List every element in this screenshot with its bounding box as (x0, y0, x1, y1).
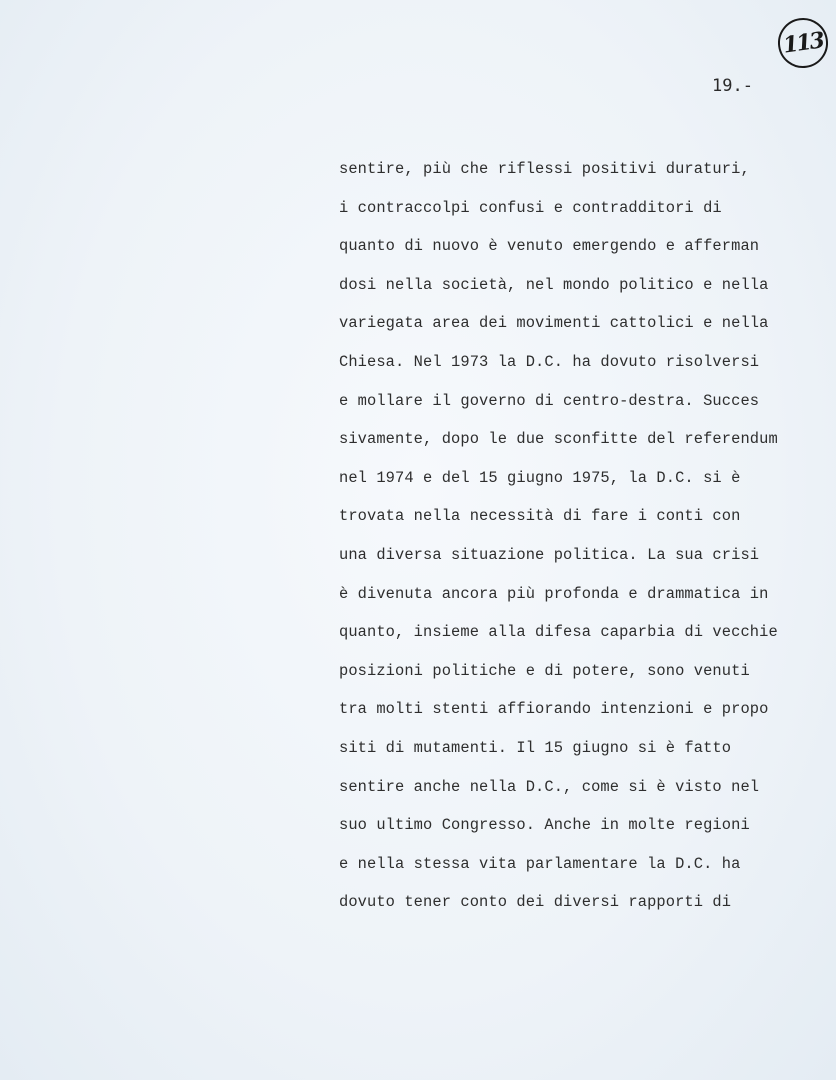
text-line: e nella stessa vita parlamentare la D.C. ha (339, 854, 741, 873)
text-line: i contraccolpi confusi e contradditori di (339, 198, 722, 217)
page-stamp (775, 15, 831, 71)
text-line: sivamente, dopo le due sconfitte del referendum (339, 430, 778, 449)
text-line: trovata nella necessità di fare i conti con (339, 507, 741, 526)
text-line: sentire anche nella D.C., come si è visto nel (339, 777, 760, 796)
text-line: Chiesa. Nel 1973 la D.C. ha dovuto risolversi (339, 352, 760, 371)
text-line: suo ultimo Congresso. Anche in molte regioni (339, 816, 750, 835)
text-line: tra molti stenti affiorando intenzioni e propo (339, 700, 769, 719)
text-line: è divenuta ancora più profonda e drammatica in (339, 584, 769, 603)
text-line: quanto di nuovo è venuto emergendo e afferman (339, 237, 760, 256)
text-line: e mollare il governo di centro-destra. Succes (339, 391, 760, 410)
stamp-number: 113 (781, 27, 825, 59)
typed-text-body (339, 150, 809, 922)
text-line: una diversa situazione politica. La sua crisi (339, 545, 760, 564)
text-line: nel 1974 e del 15 giugno 1975, la D.C. si è (339, 468, 741, 487)
text-line: dovuto tener conto dei diversi rapporti di (339, 893, 732, 912)
text-line: siti di mutamenti. Il 15 giugno si è fatto (339, 738, 732, 757)
page-number: 19.- (712, 76, 753, 96)
text-line: quanto, insieme alla difesa caparbia di vecchie (339, 623, 778, 642)
text-line: posizioni politiche e di potere, sono venuti (339, 661, 750, 680)
text-line: dosi nella società, nel mondo politico e nella (339, 275, 769, 294)
text-line: variegata area dei movimenti cattolici e nella (339, 314, 769, 333)
text-line: sentire, più che riflessi positivi duraturi, (339, 160, 750, 178)
